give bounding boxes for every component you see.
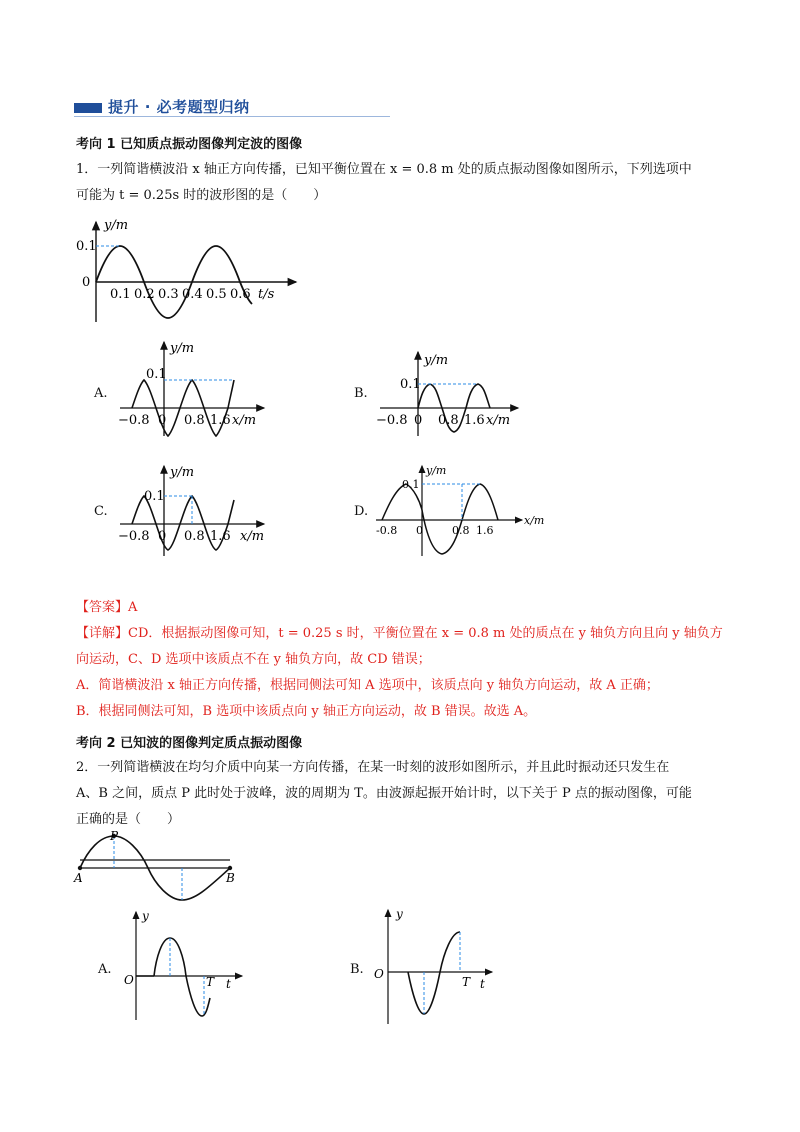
detail-line4: B．根据同侧法可知，B 选项中该质点向 y 轴正方向运动，故 B 错误。故选 A。 (76, 704, 537, 719)
tick-0.6: 0.6 (230, 287, 251, 302)
detail-line1: 【详解】CD．根据振动图像可知，t = 0.25 s 时，平衡位置在 x = 0.8 m 处的质点在 y 轴负方向且向 y 轴负方 (76, 626, 723, 641)
t-label: t (226, 977, 231, 991)
banner-title: 提升 · 必考题型归纳 (108, 98, 250, 116)
tick: 0.8 (438, 413, 459, 428)
q1-option-b-label[interactable]: B. (354, 386, 368, 401)
q1-vibration-graph (76, 212, 306, 332)
tick: 0 (416, 524, 423, 537)
banner-bar (74, 103, 102, 113)
q2-option-b-label[interactable]: B. (350, 962, 364, 977)
peak-label: 0.1 (402, 478, 420, 491)
tick: 1.6 (210, 529, 231, 544)
q2-line3: 正确的是（ ） (76, 812, 181, 827)
tick: −0.8 (118, 529, 150, 544)
origin-label: O (374, 967, 384, 981)
q2-line2: A、B 之间，质点 P 此时处于波峰，波的周期为 T。由波源起振开始计时，以下关于 P 点的振动图像，可能 (76, 786, 692, 801)
origin-label: O (124, 973, 134, 987)
q2-option-a-label[interactable]: A. (98, 962, 112, 977)
q2-line1: 2．一列简谐横波在均匀介质中向某一方向传播，在某一时刻的波形如图所示，并且此时振动还只发生在 (76, 760, 670, 775)
tick: 1.6 (210, 413, 231, 428)
x-label: x/m (486, 413, 511, 428)
tick-0.1: 0.1 (110, 287, 131, 302)
point-b (228, 866, 232, 870)
detail-line2: 向运动，C、D 选项中该质点不在 y 轴负方向，故 CD 错误； (76, 652, 431, 667)
q2-option-b-graph[interactable] (372, 904, 502, 1028)
y-label: y/m (426, 464, 447, 477)
y-label: y/m (170, 341, 195, 356)
q1-option-c-graph[interactable] (114, 460, 274, 560)
y-label: y (142, 909, 149, 923)
x-label: x/m (524, 514, 545, 527)
tick: 0.8 (184, 413, 205, 428)
q1-option-c-label[interactable]: C. (94, 504, 108, 519)
point-a (78, 866, 82, 870)
q1-option-a-graph[interactable] (114, 336, 274, 440)
peak-label: 0.1 (144, 489, 165, 504)
q1-line1: 1．一列简谐横波沿 x 轴正方向传播，已知平衡位置在 x = 0.8 m 处的质点振动图像如图所示，下列选项中 (76, 162, 692, 177)
y-label: y/m (424, 353, 449, 368)
label-b: B (226, 871, 235, 885)
x-label: x/m (240, 529, 265, 544)
y-label: y/m (104, 218, 129, 233)
label-p: P (110, 830, 119, 843)
q1-option-d-graph[interactable] (372, 462, 552, 558)
tick: −0.8 (376, 413, 408, 428)
tick: 1.6 (476, 524, 494, 537)
detail-line3: A．简谐横波沿 x 轴正方向传播，根据同侧法可知 A 选项中，该质点向 y 轴负方向运动，故 A 正确； (76, 678, 659, 693)
tick-0.2: 0.2 (134, 287, 155, 302)
period-label: T (206, 975, 215, 989)
q1-option-a-label[interactable]: A. (94, 386, 108, 401)
tick: 0.8 (452, 524, 470, 537)
tick: 0 (414, 413, 423, 428)
t-label: t/s (258, 287, 275, 302)
q1-option-d-label[interactable]: D. (354, 504, 369, 519)
x-label: x/m (232, 413, 257, 428)
topic2-heading: 考向 2 已知波的图像判定质点振动图像 (76, 736, 303, 751)
vibration-curve (154, 938, 210, 1016)
tick-0.4: 0.4 (182, 287, 203, 302)
q1-option-b-graph[interactable] (374, 348, 534, 440)
tick-0.5: 0.5 (206, 287, 227, 302)
peak-label: 0.1 (400, 377, 421, 392)
tick: 0 (158, 529, 167, 544)
origin-label: 0 (82, 275, 91, 290)
q1-line2: 可能为 t = 0.25s 时的波形图的是（ ） (76, 188, 327, 203)
label-a: A (74, 871, 83, 885)
tick: 0.8 (184, 529, 205, 544)
q2-option-a-graph[interactable] (122, 908, 252, 1028)
tick: −0.8 (118, 413, 150, 428)
tick: 0 (158, 413, 167, 428)
period-label: T (462, 975, 471, 989)
vibration-curve (408, 932, 460, 1014)
topic1-heading: 考向 1 已知质点振动图像判定波的图像 (76, 137, 303, 152)
answer-line: 【答案】A (76, 600, 138, 615)
y-label: y/m (170, 465, 195, 480)
y-label: y (396, 907, 403, 921)
waveform (382, 484, 498, 554)
tick-0.3: 0.3 (158, 287, 179, 302)
section-banner (74, 94, 390, 122)
peak-label: 0.1 (146, 367, 167, 382)
t-label: t (480, 977, 485, 991)
peak-label: 0.1 (76, 239, 97, 254)
banner-underline (74, 116, 390, 117)
tick: 1.6 (464, 413, 485, 428)
tick: -0.8 (376, 524, 398, 537)
